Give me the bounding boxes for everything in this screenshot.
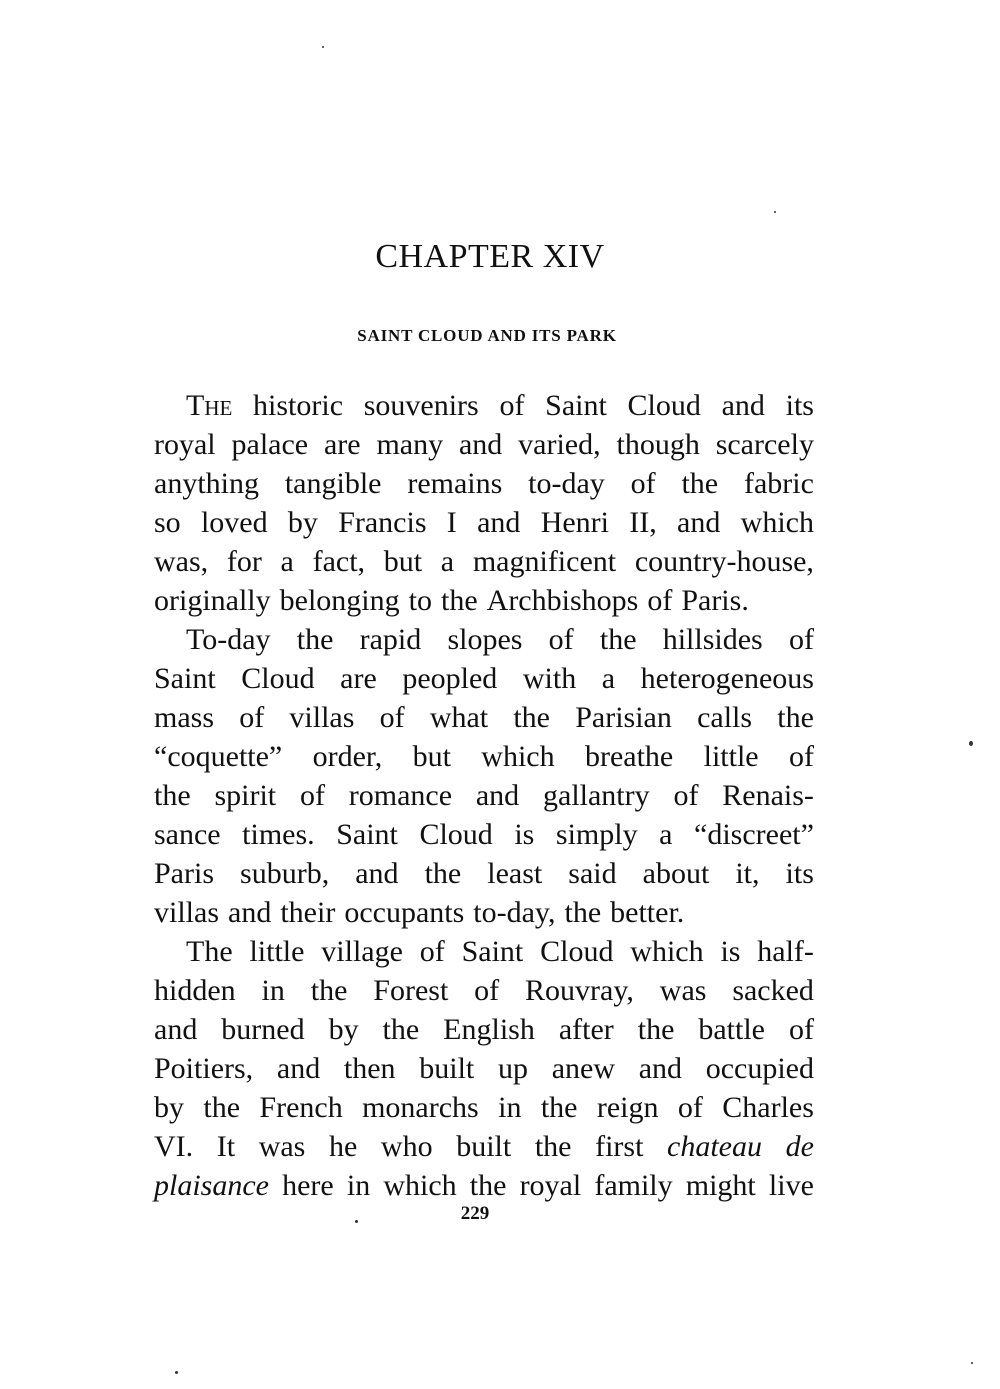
text-line: The little village of Saint Cloud which is half-	[186, 935, 814, 968]
page-number: 229	[460, 1203, 490, 1224]
text-line: The historic souvenirs of Saint Cloud and its	[186, 389, 814, 422]
scan-speck	[971, 1362, 973, 1364]
text-line: anything tangible remains to-day of the fabric	[154, 467, 814, 500]
text-line: Paris suburb, and the least said about it, its	[154, 857, 814, 890]
chapter-title: CHAPTER XIV	[375, 238, 605, 275]
text-line: royal palace are many and varied, though scarcely	[154, 428, 814, 461]
text-line: originally belonging to the Archbishops of Paris.	[154, 584, 749, 617]
text-line: sance times. Saint Cloud is simply a “discreet”	[154, 818, 814, 851]
scan-speck	[774, 211, 776, 213]
scan-speck	[969, 741, 973, 746]
scan-speck	[322, 46, 324, 48]
text-line: plaisance here in which the royal family might live	[154, 1169, 814, 1202]
body-text	[154, 386, 814, 1205]
text-line: Saint Cloud are peopled with a heterogeneous	[154, 662, 814, 695]
text-line: To-day the rapid slopes of the hillsides of	[186, 623, 814, 656]
text-line: the spirit of romance and gallantry of Renais-	[154, 779, 814, 812]
text-line: and burned by the English after the battle of	[154, 1013, 814, 1046]
text-line: villas and their occupants to-day, the better.	[154, 896, 685, 929]
text-line: “coquette” order, but which breathe little of	[154, 740, 814, 773]
scan-speck	[175, 1371, 178, 1374]
text-line: so loved by Francis I and Henri II, and which	[154, 506, 814, 539]
text-line: by the French monarchs in the reign of Charles	[154, 1091, 814, 1124]
text-line: hidden in the Forest of Rouvray, was sacked	[154, 974, 814, 1007]
text-line: VI. It was he who built the first chateau de	[154, 1130, 814, 1163]
text-line: mass of villas of what the Parisian calls the	[154, 701, 814, 734]
text-line: was, for a fact, but a magnificent country-house,	[154, 545, 814, 578]
scan-speck	[355, 1220, 358, 1223]
text-line: Poitiers, and then built up anew and occupied	[154, 1052, 814, 1085]
chapter-subtitle: SAINT CLOUD AND ITS PARK	[357, 326, 617, 345]
